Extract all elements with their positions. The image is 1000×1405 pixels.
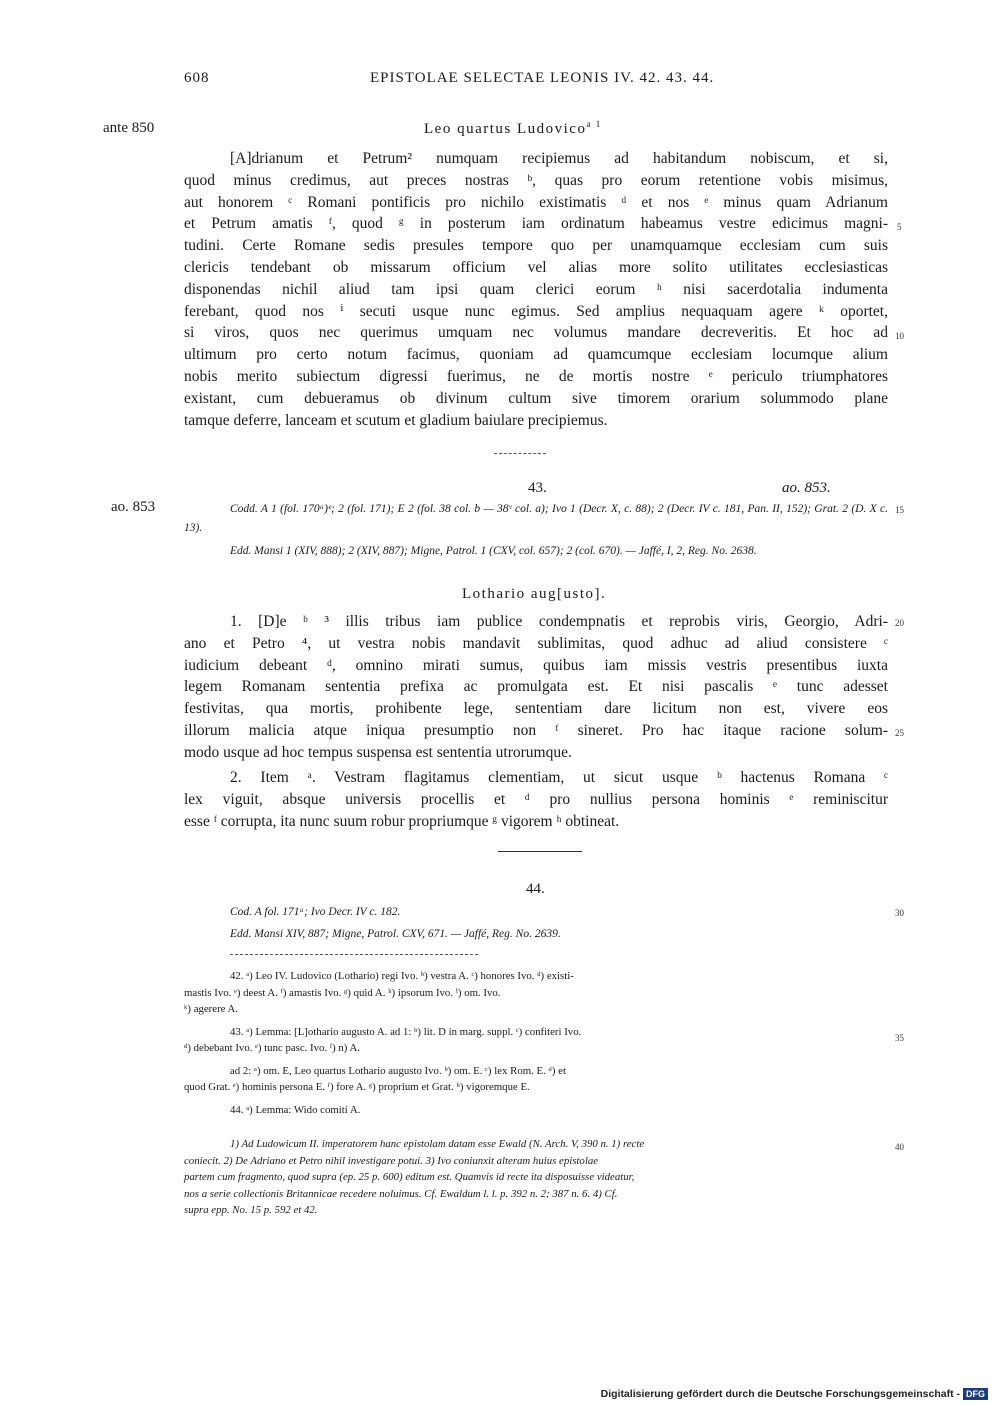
letter-42-title-text: Leo quartus Ludovico xyxy=(424,121,587,137)
text-line: nobis merito subiectum digressi fuerimus, ne de mortis nostre ᵉ periculo triumphatores xyxy=(184,367,888,385)
running-title: EPISTOLAE SELECTAE LEONIS IV. 42. 43. 44. xyxy=(370,70,715,86)
line-number: 20 xyxy=(895,618,904,628)
footnote-line: partem cum fragmento, quod supra (ep. 25 p. 600) editum est. Quamvis id recte ita disposuisse videatur, xyxy=(184,1171,635,1183)
text-line: iudicium debeant ᵈ, omnino mirati sumus, quibus iam missis vestris presentibus iuxta xyxy=(184,656,888,674)
variant-line: 44. ᵃ) Lemma: Wido comiti A. xyxy=(230,1103,361,1116)
text-line: quod minus credimus, aut preces nostras ᵇ, quas pro eorum retentione vobis misimus, xyxy=(184,171,888,189)
text-line: illorum malicia atque iniqua presumptio non ᶠ sineret. Pro hac itaque racione solum- xyxy=(184,721,888,739)
variants-apparatus xyxy=(184,968,888,1118)
text-line: et Petrum amatis ᶠ, quod ᵍ in posterum iam ordinatum habeamus vestre edicimus magni- xyxy=(184,215,888,233)
text-line: 1. [D]e ᵇ ³ illis tribus iam publice condempnatis et reprobis viris, Georgio, Adri- xyxy=(230,613,888,630)
letter-43-date: ao. 853. xyxy=(782,480,831,496)
letter-42-body xyxy=(184,148,888,431)
footnote-line: supra epp. No. 15 p. 592 et 42. xyxy=(184,1204,318,1216)
footnotes xyxy=(184,1136,888,1219)
line-number: 35 xyxy=(895,1033,904,1043)
margin-date-42: ante 850 xyxy=(103,120,155,136)
letter-43-para-2 xyxy=(184,767,888,832)
letter-42-title-sup: a 1 xyxy=(586,119,602,129)
page-number: 608 xyxy=(184,70,210,86)
line-number: 30 xyxy=(895,908,904,918)
section-divider xyxy=(494,453,546,454)
variant-line: ad 2: ᵃ) om. E, Leo quartus Lothario augusto Ivo. ᵇ) om. E. ᶜ) lex Rom. E. ᵈ) et xyxy=(230,1064,566,1077)
line-number: 15 xyxy=(895,505,904,515)
variant-line: mastis Ivo. ᵉ) deest A. ᶠ) amastis Ivo. ᵍ) quid A. ʰ) ipsorum Ivo. ⁱ) om. Ivo. xyxy=(184,986,501,999)
text-line: festivitas, qua mortis, prohibente lege, sententiam dare licitum non est, vivere eos xyxy=(184,700,888,718)
margin-date-43: ao. 853 xyxy=(111,499,156,515)
digitization-credit xyxy=(601,1388,988,1400)
letter-43-codices: Codd. A 1 (fol. 170ᵃ)ᵉ; 2 (fol. 171); E 2 (fol. 38 col. b — 38ᵛ col. a); Ivo 1 (Decr. X, c. 88); 2 (Decr. IV c. 181, Pan. II, 152); Grat. 2 (D. X c. 13). xyxy=(184,503,888,534)
variant-line: 43. ᵃ) Lemma: [L]othario augusto A. ad 1: ᵇ) lit. D in marg. suppl. ᶜ) confiteri Ivo. xyxy=(230,1025,582,1038)
footnote-line: nos a serie collectionis Britannicae recedere noluimus. Cf. Ewaldum l. l. p. 392 n. 2; 387 n. 6. 4) Cf. xyxy=(184,1187,618,1200)
line-number: 5 xyxy=(897,222,902,232)
letter-43-editions: Edd. Mansi 1 (XIV, 888); 2 (XIV, 887); Migne, Patrol. 1 (CXV, col. 657); 2 (col. 670). — Jaffé, I, 2, Reg. No. 2638. xyxy=(230,545,757,557)
text-line: ferebant, quod nos ⁱ secuti usque nunc egimus. Sed amplius nequaquam agere ᵏ oportet, xyxy=(184,302,888,320)
variant-line: ᵈ) debebant Ivo. ᵉ) tunc pasc. Ivo. ᶠ) n) A. xyxy=(184,1042,360,1054)
credit-text: Digitalisierung gefördert durch die Deutsche Forschungsgemeinschaft - xyxy=(600,1388,960,1400)
apparatus-divider xyxy=(230,954,478,955)
text-line: ultimum pro certo notum facimus, quoniam ad quamcumque ecclesiam locumque alium xyxy=(184,346,888,364)
letter-44-codex: Cod. A fol. 171ᵃ; Ivo Decr. IV c. 182. xyxy=(230,906,401,918)
footnote-line: 1) Ad Ludowicum II. imperatorem hanc epistolam datam esse Ewald (N. Arch. V, 390 n. 1) recte xyxy=(230,1138,645,1150)
text-line: esse ᶠ corrupta, ita nunc suum robur propriumque ᵍ vigorem ʰ obtineat. xyxy=(184,812,620,830)
text-line: si viros, quos nec querimus umquam nec volumus mandare decreveritis. Et hoc ad xyxy=(184,324,888,342)
text-line: modo usque ad hoc tempus suspensa est sententia utrorumque. xyxy=(184,743,572,761)
dfg-logo: DFG xyxy=(963,1388,988,1400)
section-divider xyxy=(498,851,582,852)
text-line: tamque deferre, lanceam et scutum et gladium baiulare precipiemus. xyxy=(184,411,608,429)
letter-43-number: 43. xyxy=(528,480,547,496)
letter-43-addressee: Lothario aug[usto]. xyxy=(462,586,607,602)
variant-line: quod Grat. ᵉ) hominis persona E. ᶠ) fore A. ᵍ) proprium et Grat. ʰ) vigoremque E. xyxy=(184,1081,530,1093)
line-number: 10 xyxy=(895,331,904,341)
text-line: lex viguit, absque universis procellis et ᵈ pro nullius persona hominis ᵉ reminiscitur xyxy=(184,790,888,808)
text-line: existant, cum debueramus ob divinum cultum sive timorem orarium solummodo plane xyxy=(184,389,888,407)
text-line: aut honorem ᶜ Romani pontificis pro nichilo existimatis ᵈ et nos ᵉ minus quam Adrianum xyxy=(184,193,888,211)
letter-42-title xyxy=(424,119,602,138)
text-line: disponendas nichil aliud tam ipsi quam clerici eorum ʰ nisi sacerdotalia indumenta xyxy=(184,280,888,298)
text-line: legem Romanam sententia prefixa ac promulgata est. Et nisi pascalis ᵉ tunc adesset xyxy=(184,678,888,696)
footnote-line: coniecit. 2) De Adriano et Petro nihil investigare potui. 3) Ivo coniunxit alteram huius epistolae xyxy=(184,1154,599,1167)
letter-44-number: 44. xyxy=(526,881,545,897)
letter-44-editions: Edd. Mansi XIV, 887; Migne, Patrol. CXV, 671. — Jaffé, Reg. No. 2639. xyxy=(230,928,561,940)
text-line: clericis tendebant ob missarum officium vel alias more solito utilitates ecclesiasticas xyxy=(184,258,888,276)
letter-43-para-1 xyxy=(184,611,888,764)
variant-line: ᵏ) agerere A. xyxy=(184,1003,239,1015)
text-line: ano et Petro ⁴, ut vestra nobis mandavit sublimitas, quod adhuc ad aliud consistere ᶜ xyxy=(184,634,888,652)
variant-line: 42. ᵃ) Leo IV. Ludovico (Lothario) regi Ivo. ᵇ) vestra A. ᶜ) honores Ivo. ᵈ) existi- xyxy=(230,970,574,982)
text-line: tudini. Certe Romane sedis presules tempore quo per unamquamque ecclesiam cum suis xyxy=(184,237,888,255)
text-line: 2. Item ᵃ. Vestram flagitamus clementiam, ut sicut usque ᵇ hactenus Romana ᶜ xyxy=(230,769,888,786)
line-number: 25 xyxy=(895,728,904,738)
text-line: [A]drianum et Petrum² numquam recipiemus ad habitandum nobiscum, et si, xyxy=(230,150,888,167)
line-number: 40 xyxy=(895,1142,904,1152)
